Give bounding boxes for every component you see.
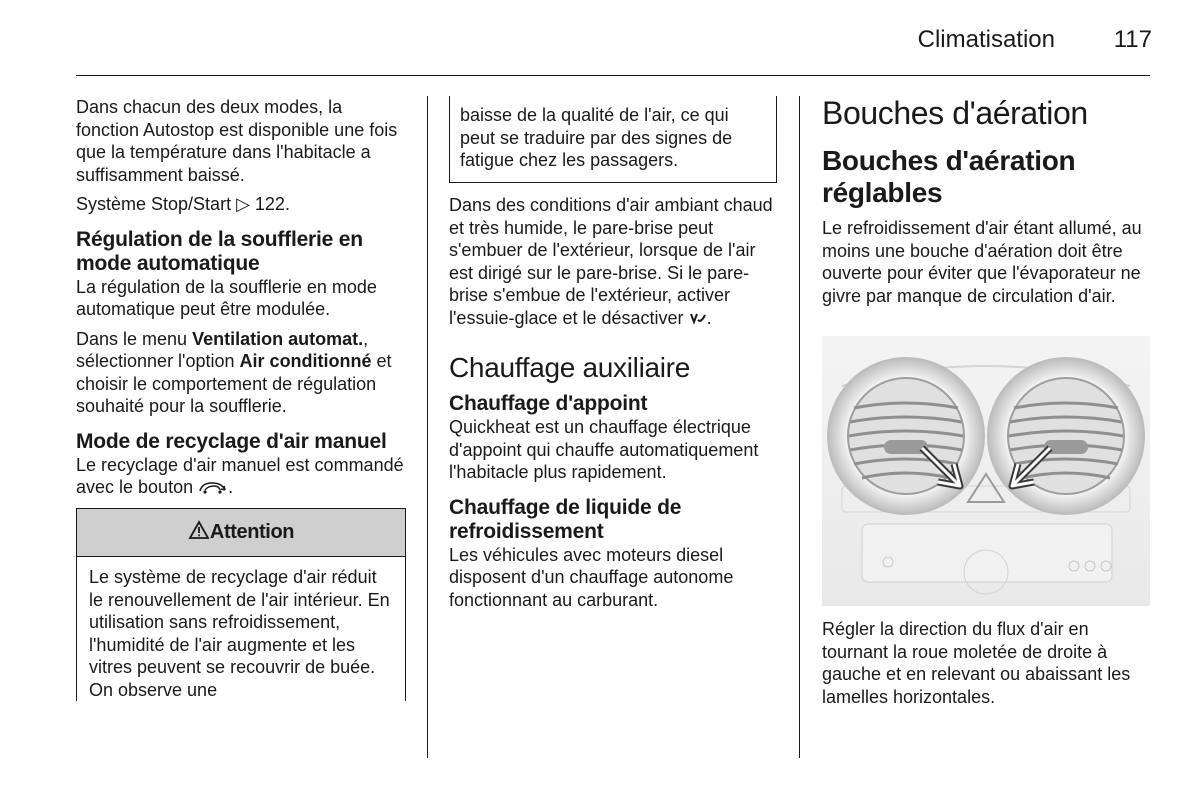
heading-recycle-manual: Mode de recyclage d'air manuel bbox=[76, 429, 387, 453]
paragraph-autostop: Dans chacun des deux modes, la fonction Autostop est disponible une fois que la température dans l'habitacle a suffisamment baissé. bbox=[76, 97, 398, 185]
header-divider bbox=[76, 75, 1150, 76]
paragraph-coolant-heater: Les véhicules avec moteurs diesel disposent d'un chauffage autonome fonctionnant au carburant. bbox=[449, 544, 734, 610]
left-vent bbox=[828, 358, 984, 514]
column-3-bottom bbox=[822, 618, 1152, 715]
windshield-wiper-icon bbox=[689, 308, 707, 331]
heading-adjustable-vents: Bouches d'aération réglables bbox=[822, 145, 1076, 208]
menu-name: Ventilation automat. bbox=[192, 328, 364, 349]
warning-text: Le système de recyclage d'air réduit le renouvellement de l'air intérieur. En utilisation sans refroidissement, l'humidité de l'air augmente et les vitres peuvent se recouvrir de buée. On observe une bbox=[89, 567, 390, 700]
paragraph-stop-start-ref: Système Stop/Start ▷ 122. bbox=[76, 194, 290, 214]
warning-triangle-icon bbox=[188, 520, 210, 546]
warning-header bbox=[77, 509, 405, 558]
option-name: Air conditionné bbox=[239, 351, 372, 371]
paragraph-vent-adjust: Régler la direction du flux d'air en tournant la roue moletée de droite à gauche et en relevant ou abaissant les lamelles horizontales. bbox=[822, 619, 1131, 707]
warning-title: Attention bbox=[209, 520, 295, 543]
paragraph-windshield-fog: Dans des conditions d'air ambiant chaud et très humide, le pare-brise peut s'embuer de l'extérieur, lorsque de l'air est dirigé sur le pare-brise. Si le pare-brise s'embue de l'extérieur, activer l'essuie-glace et le désactiver . bbox=[449, 194, 779, 330]
column-divider-2 bbox=[799, 96, 800, 758]
warning-box bbox=[76, 508, 406, 702]
column-1 bbox=[76, 96, 406, 701]
air-vents-illustration bbox=[822, 336, 1150, 606]
column-2 bbox=[449, 194, 779, 618]
paragraph-menu-instructions: Dans le menu Ventilation automat., sélectionner l'option Air conditionné et choisir le comportement de régulation souhaité pour la soufflerie. bbox=[76, 328, 392, 416]
paragraph-quickheat: Quickheat est un chauffage électrique d'appoint qui chauffe automatiquement l'habitacle plus rapidement. bbox=[449, 417, 759, 482]
page-header-title: Climatisation bbox=[917, 26, 1055, 53]
warning-box-continued bbox=[449, 96, 777, 183]
paragraph-blower-mode: La régulation de la soufflerie en mode automatique peut être modulée. bbox=[76, 276, 377, 319]
heading-air-vents: Bouches d'aération bbox=[822, 95, 1088, 131]
heading-coolant-heater: Chauffage de liquide de refroidissement bbox=[449, 495, 682, 543]
page-number: 117 bbox=[1113, 26, 1152, 53]
heading-quickheat: Chauffage d'appoint bbox=[449, 392, 648, 415]
column-divider-1 bbox=[427, 96, 428, 758]
paragraph-recycle-button: Le recyclage d'air manuel est commandé avec le bouton . bbox=[76, 454, 406, 500]
air-recirculation-icon bbox=[198, 477, 228, 500]
heading-blower-regulation: Régulation de la soufflerie en mode automatique bbox=[76, 227, 363, 275]
heading-auxiliary-heating: Chauffage auxiliaire bbox=[449, 352, 690, 383]
warning-text-continued: baisse de la qualité de l'air, ce qui peut se traduire par des signes de fatigue chez les passagers. bbox=[460, 105, 733, 170]
right-vent bbox=[988, 358, 1144, 514]
column-3 bbox=[822, 95, 1152, 314]
paragraph-vent-open: Le refroidissement d'air étant allumé, au moins une bouche d'aération doit être ouverte pour éviter que l'évaporateur ne givre par manque de circulation d'air. bbox=[822, 218, 1142, 306]
